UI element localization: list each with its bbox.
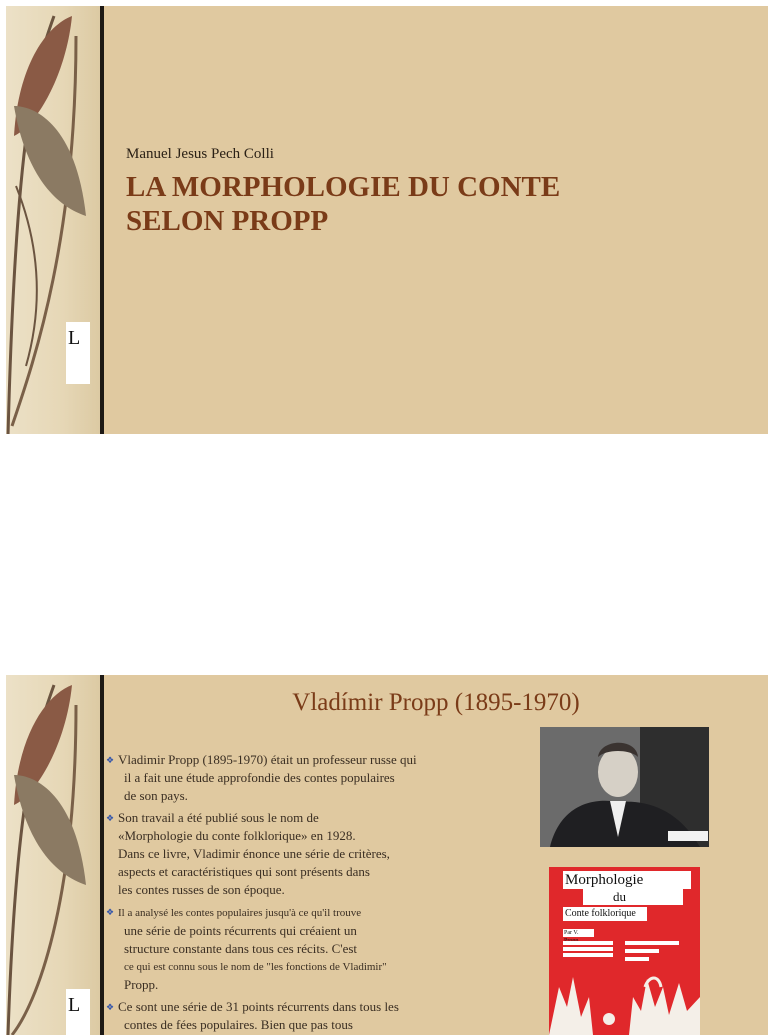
book-fine-print [625, 957, 649, 961]
book-title: Morphologie [563, 871, 691, 889]
title-slide [6, 6, 768, 434]
diamond-bullet-icon: ❖ [106, 813, 115, 823]
book-fine-print [563, 947, 613, 951]
corner-letter: L [68, 327, 81, 349]
vertical-divider [100, 6, 104, 434]
book-fine-print [625, 941, 679, 945]
diamond-bullet-icon: ❖ [106, 1002, 115, 1012]
book-cover [549, 867, 700, 1035]
vertical-divider [100, 675, 104, 1035]
leaf-branch-icon [6, 675, 100, 1035]
content-slide [6, 675, 768, 1035]
book-title-du: du [583, 889, 683, 905]
corner-label-box [66, 989, 90, 1035]
bullet-item: ❖ Vladimir Propp (1895-1970) était un professeur russe qui il a fait une étude approfondie des contes populaires de son pays. [106, 752, 417, 803]
portrait-photo [540, 727, 709, 847]
bullet-item: ❖ Son travail a été publié sous le nom de «Morphologie du conte folklorique» en 1928. Dans ce livre, Vladimir énonce une série de critères, aspects et caractéristiques qui sont présents dans les contes russes de son époque. [106, 810, 390, 897]
author-name: Manuel Jesus Pech Colli [126, 146, 274, 162]
book-subtitle: Conte folklorique [563, 907, 647, 921]
corner-label-box [66, 322, 90, 384]
diamond-bullet-icon: ❖ [106, 907, 115, 917]
slide-title: LA MORPHOLOGIE DU CONTE SELON PROPP [126, 171, 561, 237]
book-fine-print [625, 949, 659, 953]
bullet-list [106, 751, 436, 1035]
bullet-item: ❖ Ce sont une série de 31 points récurrents dans tous les contes de fées populaires. Bien que pas tous [106, 999, 399, 1032]
book-fine-print [563, 941, 613, 945]
diamond-bullet-icon: ❖ [106, 755, 115, 765]
book-illustration [549, 967, 700, 1035]
book-author: Par V. [563, 929, 594, 937]
bullet-item: ❖ Il a analysé les contes populaires jusqu'à ce qu'il trouve une série de points récurrents qui créaient un structure constante dans tous ces récits. C'est ce qui est connu sous le nom de "les fonctions de Vladimir" Propp. [106, 903, 436, 994]
book-fine-print [563, 953, 613, 957]
corner-letter: L [68, 994, 81, 1016]
slide-title: Vladímir Propp (1895-1970) [292, 689, 580, 716]
